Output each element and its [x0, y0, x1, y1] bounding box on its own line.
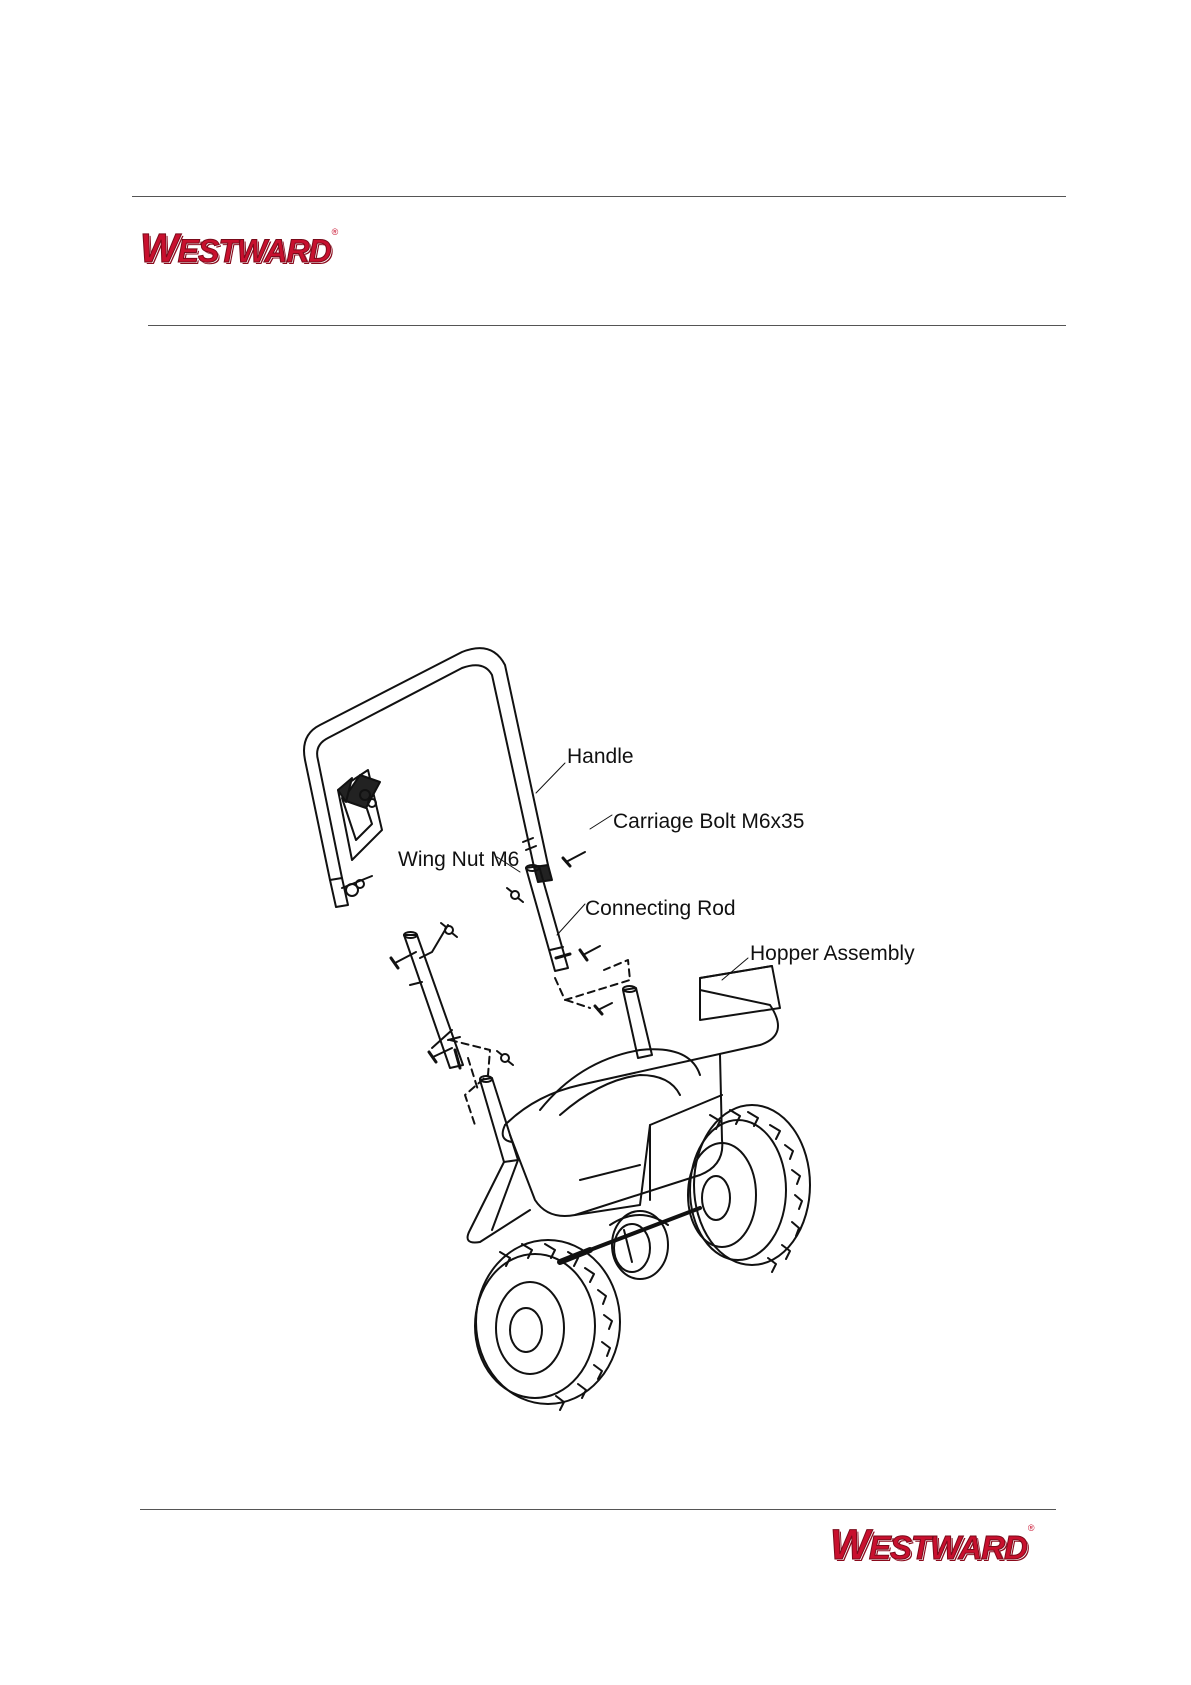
footer-westward-logo: WESTWARD® — [830, 1521, 1034, 1568]
label-connecting-rod: Connecting Rod — [585, 897, 736, 920]
label-handle: Handle — [567, 745, 634, 768]
hardware-parts — [391, 852, 612, 1065]
header-westward-logo: WESTWARD® — [140, 225, 338, 271]
hopper-assembly-part — [503, 966, 780, 1216]
axle-spinner-part — [560, 1208, 700, 1279]
footer-rule — [140, 1509, 1056, 1510]
left-connecting-rod — [404, 925, 463, 1068]
label-hopper-assembly: Hopper Assembly — [750, 942, 915, 965]
label-wing-nut: Wing Nut M6 — [398, 848, 520, 871]
label-carriage-bolt: Carriage Bolt M6x35 — [613, 810, 805, 833]
front-wheel — [475, 1240, 620, 1410]
rear-wheel — [688, 1105, 810, 1272]
